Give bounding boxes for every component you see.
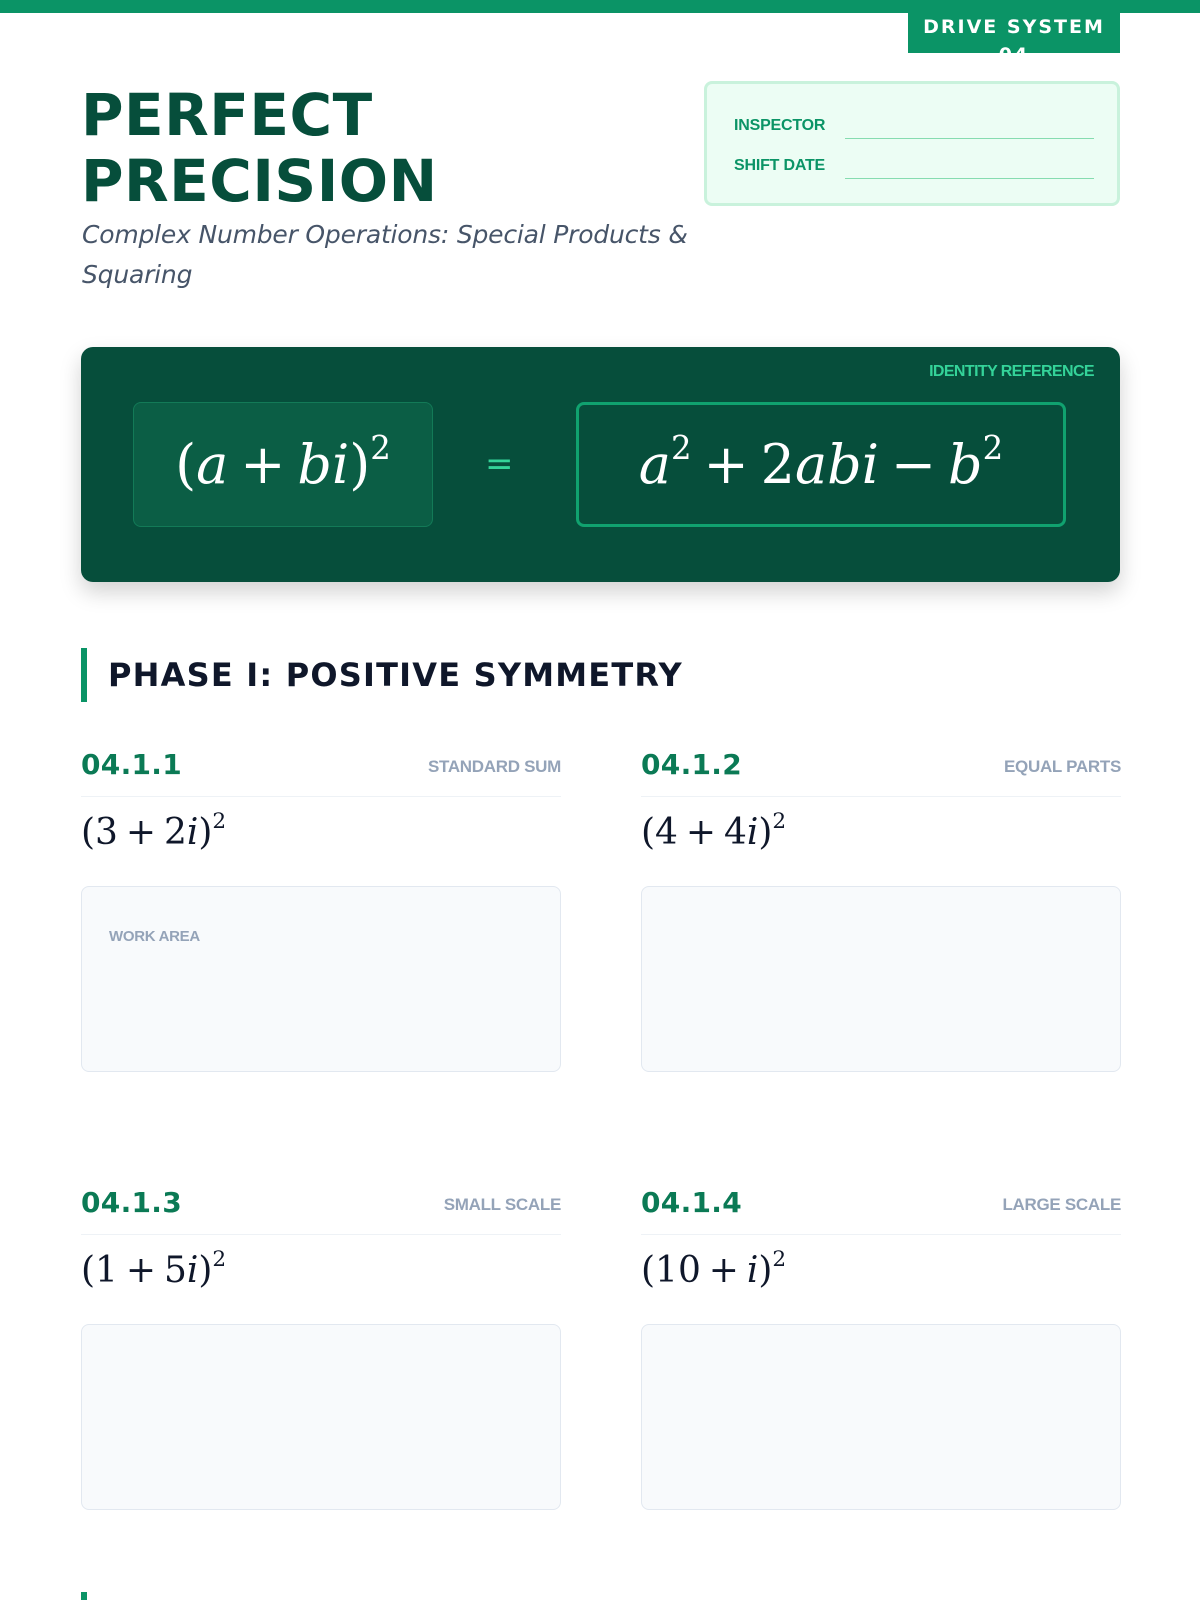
phase-heading [81,648,881,702]
next-phase-accent-bar [81,1592,87,1600]
problem-tag: EQUAL PARTS [1004,757,1121,776]
work-area[interactable] [641,886,1121,1072]
problem-card [641,748,1121,1088]
identity-rhs-formula: $a^2 + 2abi - b^2$ [638,428,1004,496]
problem-number: 04.1.1 [81,748,183,781]
problem-card [81,748,561,1088]
work-area[interactable] [641,1324,1121,1510]
problem-number: 04.1.4 [641,1186,743,1219]
problem-expression: $(4 + 4i)^2$ [641,808,787,853]
problem-divider [81,1234,561,1235]
title-line-1: PERFECT [81,81,373,149]
inspector-line[interactable] [845,138,1094,139]
inspector-box [704,81,1120,206]
shift-date-field[interactable] [734,157,1094,181]
work-area-label: WORK AREA [109,928,200,945]
problem-number: 04.1.2 [641,748,743,781]
problem-tag: STANDARD SUM [427,757,561,776]
problem-tag: LARGE SCALE [1002,1195,1121,1214]
top-accent-bar [0,0,1200,13]
problem-expression: $(1 + 5i)^2$ [81,1246,227,1291]
system-tab: DRIVE SYSTEM 04 [908,13,1120,53]
identity-reference-label: IDENTITY REFERENCE [929,363,1094,380]
problem-tag: SMALL SCALE [443,1195,561,1214]
page-title [81,82,438,214]
problem-card [81,1186,561,1526]
phase-accent-bar [81,648,87,702]
work-area[interactable] [81,1324,561,1510]
shift-date-label: SHIFT DATE [734,157,826,174]
problem-expression: $(10 + i)^2$ [641,1246,787,1291]
identity-rhs [576,402,1066,527]
shift-date-line[interactable] [845,178,1094,179]
work-area[interactable] [81,886,561,1072]
problem-card [641,1186,1121,1526]
title-line-2: PRECISION [81,147,438,215]
identity-lhs [133,402,433,527]
inspector-field[interactable] [734,117,1094,141]
inspector-label: INSPECTOR [734,117,826,134]
page-subtitle: Complex Number Operations: Special Products & Squaring [82,220,688,289]
problem-divider [641,1234,1121,1235]
identity-reference-card [81,347,1120,582]
problem-expression: $(3 + 2i)^2$ [81,808,227,853]
phase-title: PHASE I: POSITIVE SYMMETRY [108,656,683,694]
identity-lhs-formula: (a + bi)$^2$ [175,428,391,496]
problem-divider [641,796,1121,797]
problem-divider [81,796,561,797]
problem-number: 04.1.3 [81,1186,183,1219]
equals-sign: = [485,444,514,484]
